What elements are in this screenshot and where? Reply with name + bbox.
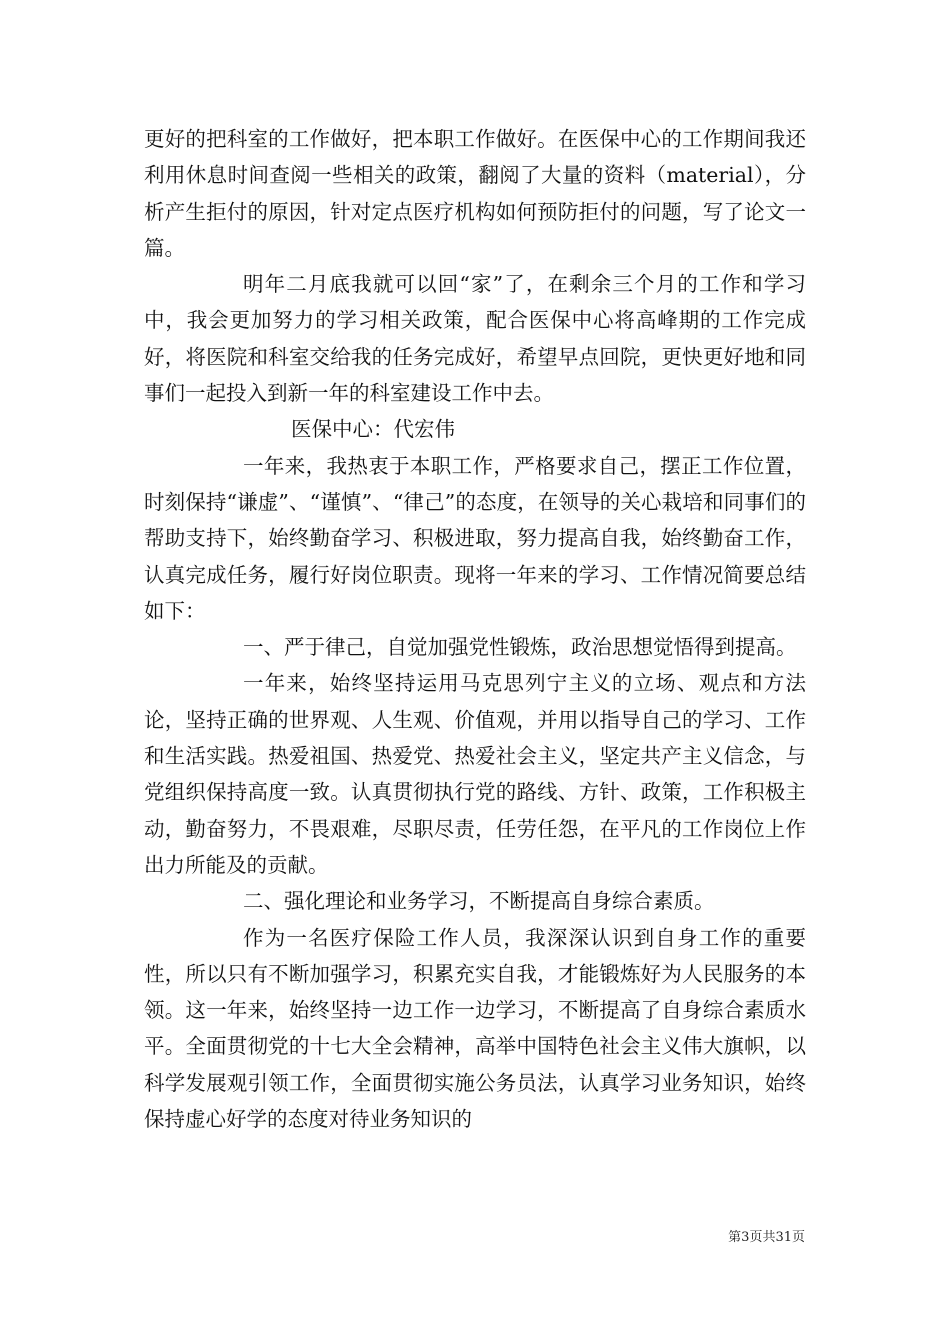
document-body: [144, 121, 806, 1137]
section-heading-one: 一、严于律己，自觉加强党性锻炼，政治思想觉悟得到提高。: [243, 635, 797, 660]
paragraph-political-thought: 一年来，始终坚持运用马克思列宁主义的立场、观点和方法论，坚持正确的世界观、人生观、价值观，并用以指导自己的学习、工作和生活实践。热爱祖国、热爱党、热爱社会主义，坚定共产主义信念，与党组织保持高度一致。认真贯彻执行党的路线、方针、政策，工作积极主动，勤奋努力，不畏艰难，尽职尽责，任劳任怨，在平凡的工作岗位上作出力所能及的贡献。: [144, 671, 806, 877]
paragraph-return-plan: 明年二月底我就可以回“家”了，在剩余三个月的工作和学习中，我会更加努力的学习相关政策，配合医保中心将高峰期的工作完成好，将医院和科室交给我的任务完成好，希望早点回院，更快更好地和同事们一起投入到新一年的科室建设工作中去。: [144, 272, 806, 406]
page-number-footer: 第3页共31页: [728, 1230, 805, 1245]
paragraph-continuation: 更好的把科室的工作做好，把本职工作做好。在医保中心的工作期间我还利用休息时间查阅一些相关的政策，翻阅了大量的资料（material），分析产生拒付的原因，针对定点医疗机构如何预防拒付的问题，写了论文一篇。: [144, 127, 806, 260]
section-heading-two: 二、强化理论和业务学习，不断提高自身综合素质。: [243, 889, 715, 914]
paragraph-year-summary-intro: 一年来，我热衷于本职工作，严格要求自己，摆正工作位置，时刻保持“谦虚”、“谨慎”、“律己”的态度，在领导的关心栽培和同事们的帮助支持下，始终勤奋学习、积极进取，努力提高自我，始终勤奋工作，认真完成任务，履行好岗位职责。现将一年来的学习、工作情况简要总结如下：: [144, 453, 806, 623]
paragraph-study-quality: 作为一名医疗保险工作人员，我深深认识到自身工作的重要性，所以只有不断加强学习，积累充实自我，才能锻炼好为人民服务的本领。这一年来，始终坚持一边工作一边学习，不断提高了自身综合素质水平。全面贯彻党的十七大全会精神，高举中国特色社会主义伟大旗帜，以科学发展观引领工作，全面贯彻实施公务员法，认真学习业务知识，始终保持虚心好学的态度对待业务知识的: [144, 925, 806, 1132]
author-signature: 医保中心：代宏伟: [291, 417, 455, 442]
